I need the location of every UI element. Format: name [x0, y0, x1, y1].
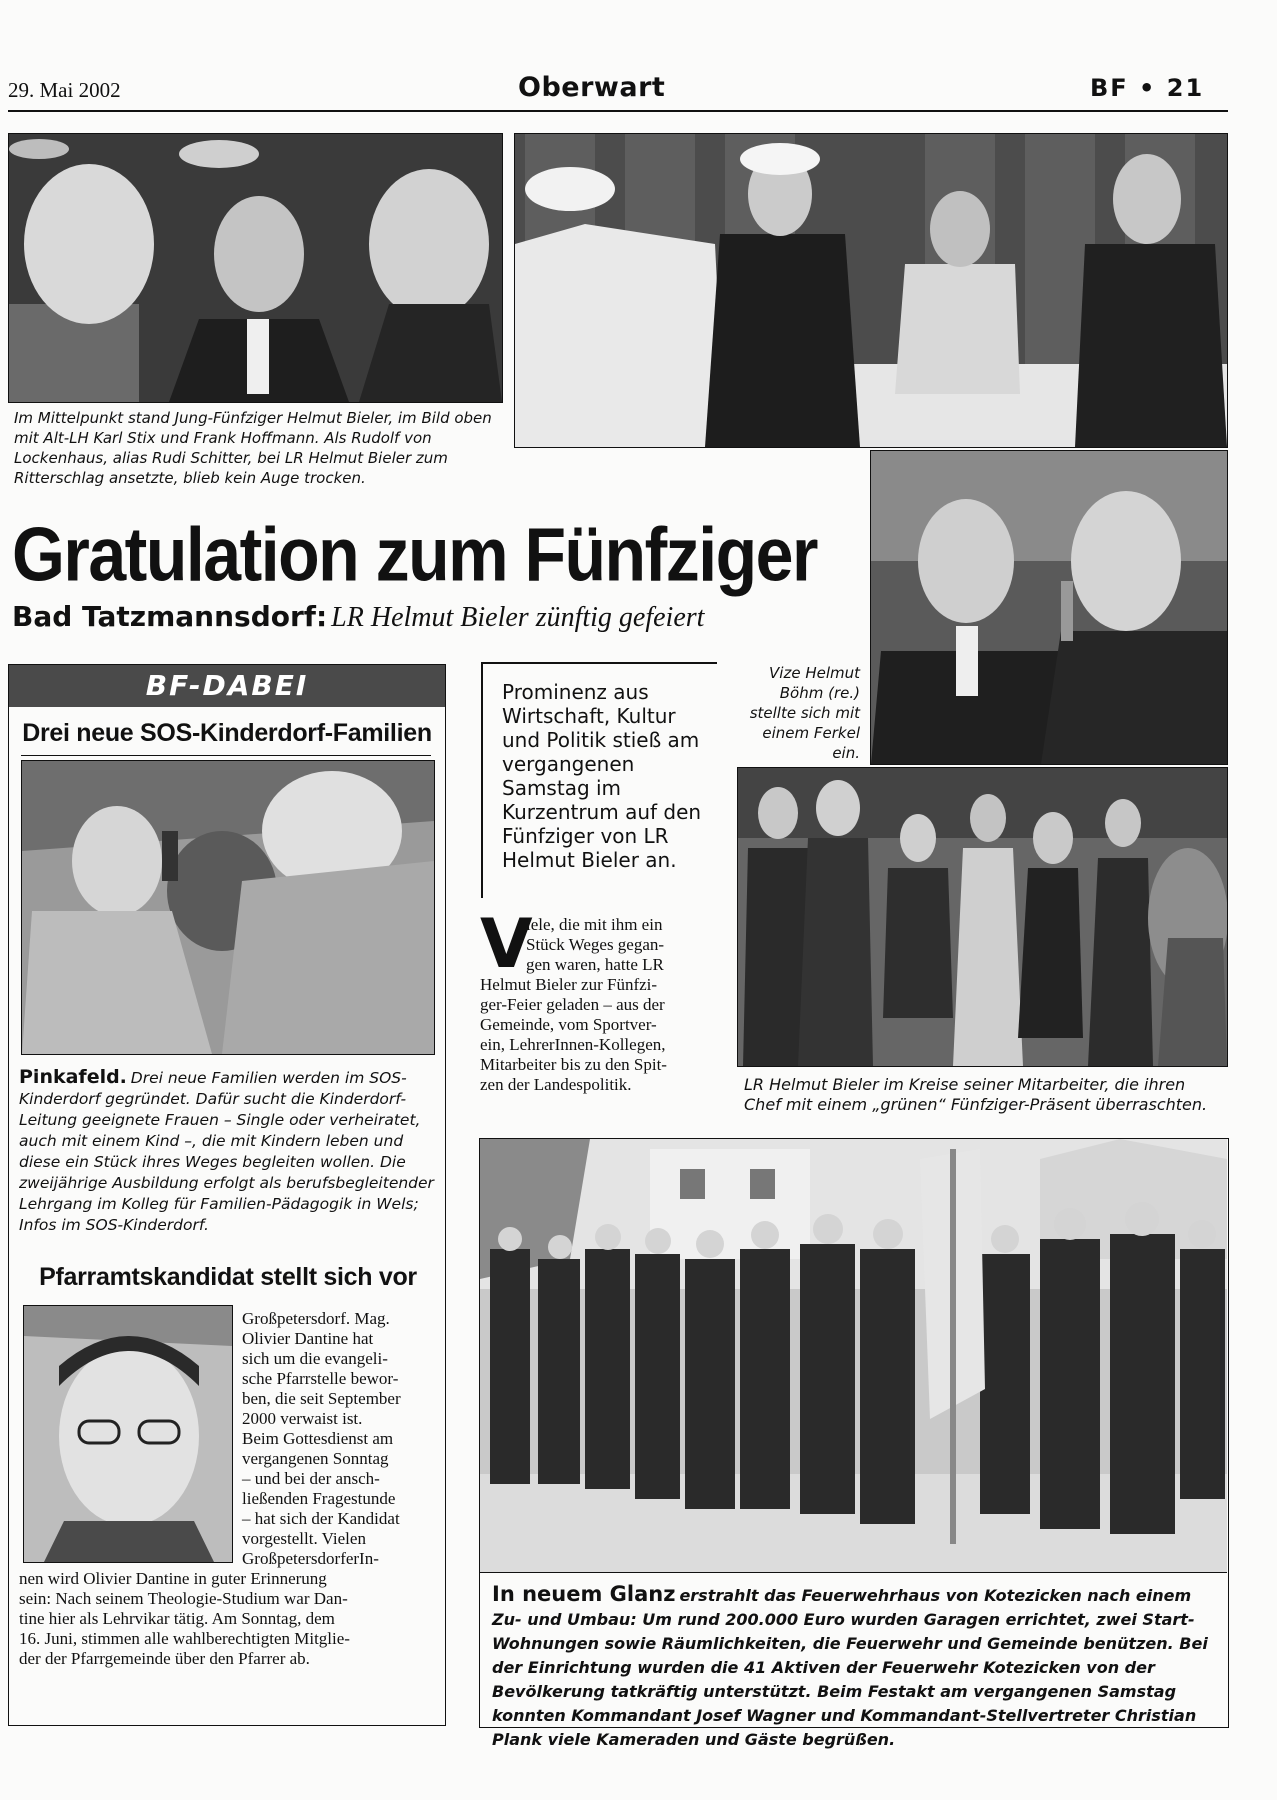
pfarr-side-line: Beim Gottesdienst am	[242, 1429, 394, 1448]
pfarr-side-line: sche Pfarrstelle bewor-	[242, 1369, 399, 1388]
mitarbeiter-caption: LR Helmut Bieler im Kreise seiner Mitarbeiter, die ihren Chef mit einem „grünen“ Fünfziger-Präsent überraschten.	[744, 1075, 1208, 1114]
pfarr-full-line: nen wird Olivier Dantine in guter Erinnerung	[19, 1569, 327, 1588]
top-photo-caption: Im Mittelpunkt stand Jung-Fünfziger Helmut Bieler, im Bild oben mit Alt-LH Karl Stix und Frank Hoffmann. Als Rudolf von Lockenhaus, alias Rudi Schitter, bei LR Helmut Bieler zum Ritterschlag ansetzte, blieb kein Auge trocken.	[14, 409, 492, 487]
pfarr-side-line: vorgestellt. Vielen	[242, 1529, 366, 1548]
pfarr-full-line: tine hier als Lehrvikar tätig. Am Sonntag, dem	[19, 1609, 335, 1628]
feuerwehr-text: erstrahlt das Feuerwehrhaus von Kotezicken nach einem Zu- und Umbau: Um rund 200.000 Euro wurden Garagen errichtet, zwei Start-Wohnungen sowie Räumlichkeiten, die Feuerwehr und Gemeinde benützen. Bei der Einrichtung wurden die 41 Aktiven der Feuerwehr Kotezicken von der Bevölkerung tatkräftig unterstützt. Beim Festakt am vergangenen Samstag konnten Kommandant Josef Wagner und Kommandant-Stellvertreter Christian Plank viele Kameraden und Gäste begrüßen.	[492, 1586, 1208, 1749]
page-number: 21	[1166, 74, 1205, 102]
main-article-line: Mitarbeiter bis zu den Spit-	[480, 1055, 667, 1074]
sos-title-rule	[21, 755, 431, 756]
feuerwehr-lead: In neuem Glanz	[492, 1582, 676, 1606]
main-article	[480, 905, 730, 1095]
main-article-line: Stück Weges gegan-	[526, 935, 665, 954]
pfarr-side-text	[242, 1309, 438, 1569]
feuerwehr-box	[479, 1138, 1229, 1749]
sos-text: Drei neue Familien werden im SOS-Kinderdorf gegründet. Dafür sucht die Kinderdorf-Leitung geeignete Frauen – Single oder verheiratet, auch mit einem Kind –, die mit Kindern leben und diese ein Stück ihres Weges begleiten wollen. Die zweijährige Ausbildung erfolgt als berufsbegleitender Lehrgang im Kolleg für Familien-Pädagogik in Wels; Infos im SOS-Kinderdorf.	[19, 1069, 434, 1234]
subline-text: LR Helmut Bieler zünftig gefeiert	[331, 602, 705, 633]
photo-bieler-stix-hoffmann	[8, 133, 503, 403]
headline: Gratulation zum Fünfziger	[12, 512, 817, 598]
dropcap: V	[480, 905, 533, 984]
pull-quote-rule-left	[481, 662, 483, 898]
brand-logo: BF	[1090, 74, 1129, 102]
pull-quote: Prominenz aus Wirtschaft, Kultur und Politik stieß am vergangenen Samstag im Kurzentrum auf den Fünfziger von LR Helmut Bieler an.	[502, 680, 702, 872]
photo-ritterschlag	[514, 133, 1228, 448]
main-article-line: Gemeinde, vom Sportver-	[480, 1015, 657, 1034]
pfarr-side-line: – hat sich der Kandidat	[242, 1509, 400, 1528]
main-article-line: gen waren, hatte LR	[526, 955, 664, 974]
main-article-line: ein, LehrerInnen-Kollegen,	[480, 1035, 666, 1054]
header-rule	[8, 110, 1228, 112]
photo-mitarbeiter-gruppe	[737, 767, 1228, 1067]
ferkel-caption: Vize Helmut Böhm (re.) stellte sich mit einem Ferkel ein.	[749, 664, 860, 762]
pfarr-side-line: Großpetersdorf. Mag.	[242, 1309, 390, 1328]
pfarr-side-line: sich um die evangeli-	[242, 1349, 388, 1368]
separator-dot: •	[1139, 74, 1157, 102]
pfarr-side-line: 2000 verwaist ist.	[242, 1409, 363, 1428]
subline	[12, 600, 704, 634]
pull-quote-rule-top	[481, 662, 717, 664]
sos-title: Drei neue SOS-Kinderdorf-Familien	[22, 719, 432, 747]
section-title: Oberwart	[518, 72, 666, 103]
pfarr-side-line: – und bei der ansch-	[242, 1469, 380, 1488]
subline-place: Bad Tatzmannsdorf:	[12, 600, 328, 633]
photo-mikrofon	[870, 450, 1228, 765]
pfarr-side-line: ließenden Fragestunde	[242, 1489, 396, 1508]
main-article-line: iele, die mit ihm ein	[526, 915, 663, 934]
bf-dabei-box	[8, 664, 446, 1726]
photo-olivier-dantine	[23, 1305, 233, 1563]
pfarr-full-line: der der Pfarrgemeinde über den Pfarrer ab.	[19, 1649, 310, 1668]
sos-text-block	[19, 1067, 437, 1236]
main-article-line: ger-Feier geladen – aus der	[480, 995, 665, 1014]
main-article-line: zen der Landespolitik.	[480, 1075, 632, 1094]
pfarr-full-text	[19, 1569, 439, 1669]
pfarr-side-line: Olivier Dantine hat	[242, 1329, 374, 1348]
feuerwehr-text-block	[492, 1583, 1216, 1752]
pfarr-side-line: vergangenen Sonntag	[242, 1449, 389, 1468]
header-date: 29. Mai 2002	[8, 78, 121, 102]
pfarr-title: Pfarramtskandidat stellt sich vor	[39, 1263, 417, 1291]
bf-dabei-label-text: BF-DABEI	[145, 669, 309, 702]
bf-dabei-label	[9, 665, 445, 707]
pfarr-side-line: ben, die seit September	[242, 1389, 401, 1408]
pfarr-side-line: GroßpetersdorferIn-	[242, 1549, 379, 1568]
photo-feuerwehr	[480, 1139, 1227, 1573]
main-article-line: Helmut Bieler zur Fünfzi-	[480, 975, 658, 994]
sos-place: Pinkafeld.	[19, 1066, 127, 1088]
page-number-block	[1090, 74, 1204, 102]
photo-sos-kinder	[21, 760, 435, 1055]
pfarr-full-line: sein: Nach seinem Theologie-Studium war Dan-	[19, 1589, 348, 1608]
pfarr-full-line: 16. Juni, stimmen alle wahlberechtigten Mitglie-	[19, 1629, 350, 1648]
